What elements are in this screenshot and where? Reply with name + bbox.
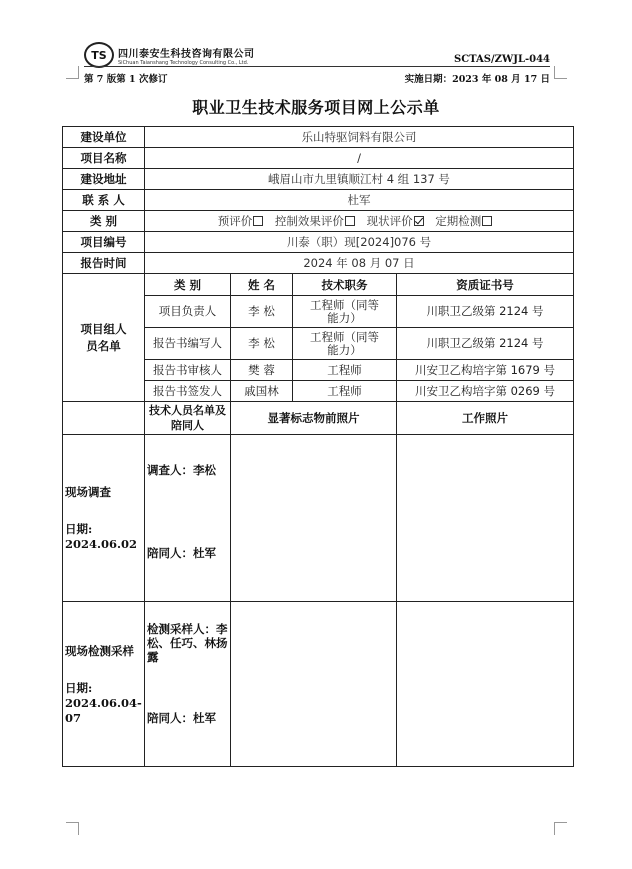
staff-role: 报告书编写人 bbox=[145, 328, 231, 360]
category-option-label: 控制效果评价 bbox=[274, 214, 344, 228]
staff-header: 类 别 bbox=[145, 274, 231, 296]
stage-survey bbox=[63, 435, 145, 602]
logo-icon: TS bbox=[84, 42, 114, 68]
sampler-label: 检测采样人：李松、任巧、林扬露 bbox=[147, 622, 228, 664]
effective-date: 实施日期：2023 年 08 月 17 日 bbox=[404, 74, 550, 85]
company-logo bbox=[84, 42, 255, 68]
project-label: 项目名称 bbox=[63, 148, 145, 169]
category-option-label: 预评价 bbox=[217, 214, 253, 228]
staff-title: 工程师 bbox=[293, 360, 397, 381]
stage-date-label: 日期: bbox=[65, 680, 93, 695]
staff-cert: 川职卫乙级第 2124 号 bbox=[397, 328, 574, 360]
contact-value: 杜军 bbox=[145, 190, 574, 211]
document-code: SCTAS/ZWJL-044 bbox=[453, 54, 550, 65]
stage-name: 现场调查 bbox=[65, 485, 111, 499]
staff-header: 资质证书号 bbox=[397, 274, 574, 296]
crop-mark bbox=[66, 66, 79, 79]
staff-name: 李 松 bbox=[231, 328, 293, 360]
notice-table bbox=[62, 126, 574, 767]
address-label: 建设地址 bbox=[63, 169, 145, 190]
contact-label: 联 系 人 bbox=[63, 190, 145, 211]
category-option-label: 现状评价 bbox=[366, 214, 413, 228]
staff-header: 姓 名 bbox=[231, 274, 293, 296]
crop-mark bbox=[554, 822, 567, 835]
staff-name: 李 松 bbox=[231, 296, 293, 328]
accompany-label: 陪同人：杜军 bbox=[147, 546, 216, 560]
code-value: 川泰（职）现[2024]076 号 bbox=[145, 232, 574, 253]
investigator-label: 调查人：李松 bbox=[147, 463, 216, 477]
address-value: 峨眉山市九里镇顺江村 4 组 137 号 bbox=[145, 169, 574, 190]
page-title: 职业卫生技术服务项目网上公示单 bbox=[192, 98, 440, 117]
staff-cert: 川职卫乙级第 2124 号 bbox=[397, 296, 574, 328]
staff-title: 工程师（同等能力） bbox=[293, 296, 397, 328]
company-name-en: SiChuan Taianshang Technology Consulting Co., Ltd. bbox=[118, 59, 249, 66]
landmark-photo-cell bbox=[231, 602, 397, 767]
checkbox-icon bbox=[345, 216, 355, 226]
staff-role: 项目负责人 bbox=[145, 296, 231, 328]
stage-date: 2024.06.04-07 bbox=[65, 695, 142, 725]
staff-title: 工程师 bbox=[293, 381, 397, 402]
crop-mark bbox=[66, 822, 79, 835]
photo-header-spacer bbox=[63, 402, 145, 435]
staff-cert: 川安卫乙构培字第 1679 号 bbox=[397, 360, 574, 381]
page-header bbox=[84, 38, 550, 88]
company-name-cn: 四川泰安生科技咨询有限公司 bbox=[118, 48, 255, 60]
staff-group-label: 项目组人员名单 bbox=[63, 274, 145, 402]
staff-title: 工程师（同等能力） bbox=[293, 328, 397, 360]
photo-header-landmark: 显著标志物前照片 bbox=[231, 402, 397, 435]
staff-role: 报告书签发人 bbox=[145, 381, 231, 402]
photo-header-people: 技术人员名单及陪同人 bbox=[145, 402, 231, 435]
unit-label: 建设单位 bbox=[63, 127, 145, 148]
work-photo-cell bbox=[397, 435, 574, 602]
crop-mark bbox=[554, 66, 567, 79]
stage-sampling bbox=[63, 602, 145, 767]
time-label: 报告时间 bbox=[63, 253, 145, 274]
revision-label: 第 7 版第 1 次修订 bbox=[84, 74, 168, 85]
stage-people bbox=[145, 435, 231, 602]
stage-people bbox=[145, 602, 231, 767]
work-photo-cell bbox=[397, 602, 574, 767]
landmark-photo-cell bbox=[231, 435, 397, 602]
staff-name: 樊 蓉 bbox=[231, 360, 293, 381]
photo-header-work: 工作照片 bbox=[397, 402, 574, 435]
checkbox-icon bbox=[482, 216, 492, 226]
accompany-label: 陪同人：杜军 bbox=[147, 711, 216, 725]
header-divider bbox=[84, 66, 550, 67]
category-label: 类 别 bbox=[63, 211, 145, 232]
staff-cert: 川安卫乙构培字第 0269 号 bbox=[397, 381, 574, 402]
checked-checkbox-icon bbox=[414, 216, 424, 226]
time-value: 2024 年 08 月 07 日 bbox=[145, 253, 574, 274]
unit-value: 乐山特驱饲料有限公司 bbox=[145, 127, 574, 148]
stage-date: 2024.06.02 bbox=[65, 537, 138, 551]
stage-date-label: 日期: bbox=[65, 522, 93, 536]
project-value: / bbox=[145, 148, 574, 169]
category-option-label: 定期检测 bbox=[435, 214, 482, 228]
checkbox-icon bbox=[253, 216, 263, 226]
code-label: 项目编号 bbox=[63, 232, 145, 253]
category-options bbox=[145, 211, 574, 232]
stage-name: 现场检测采样 bbox=[65, 643, 134, 658]
staff-name: 戚国林 bbox=[231, 381, 293, 402]
staff-header: 技术职务 bbox=[293, 274, 397, 296]
staff-role: 报告书审核人 bbox=[145, 360, 231, 381]
